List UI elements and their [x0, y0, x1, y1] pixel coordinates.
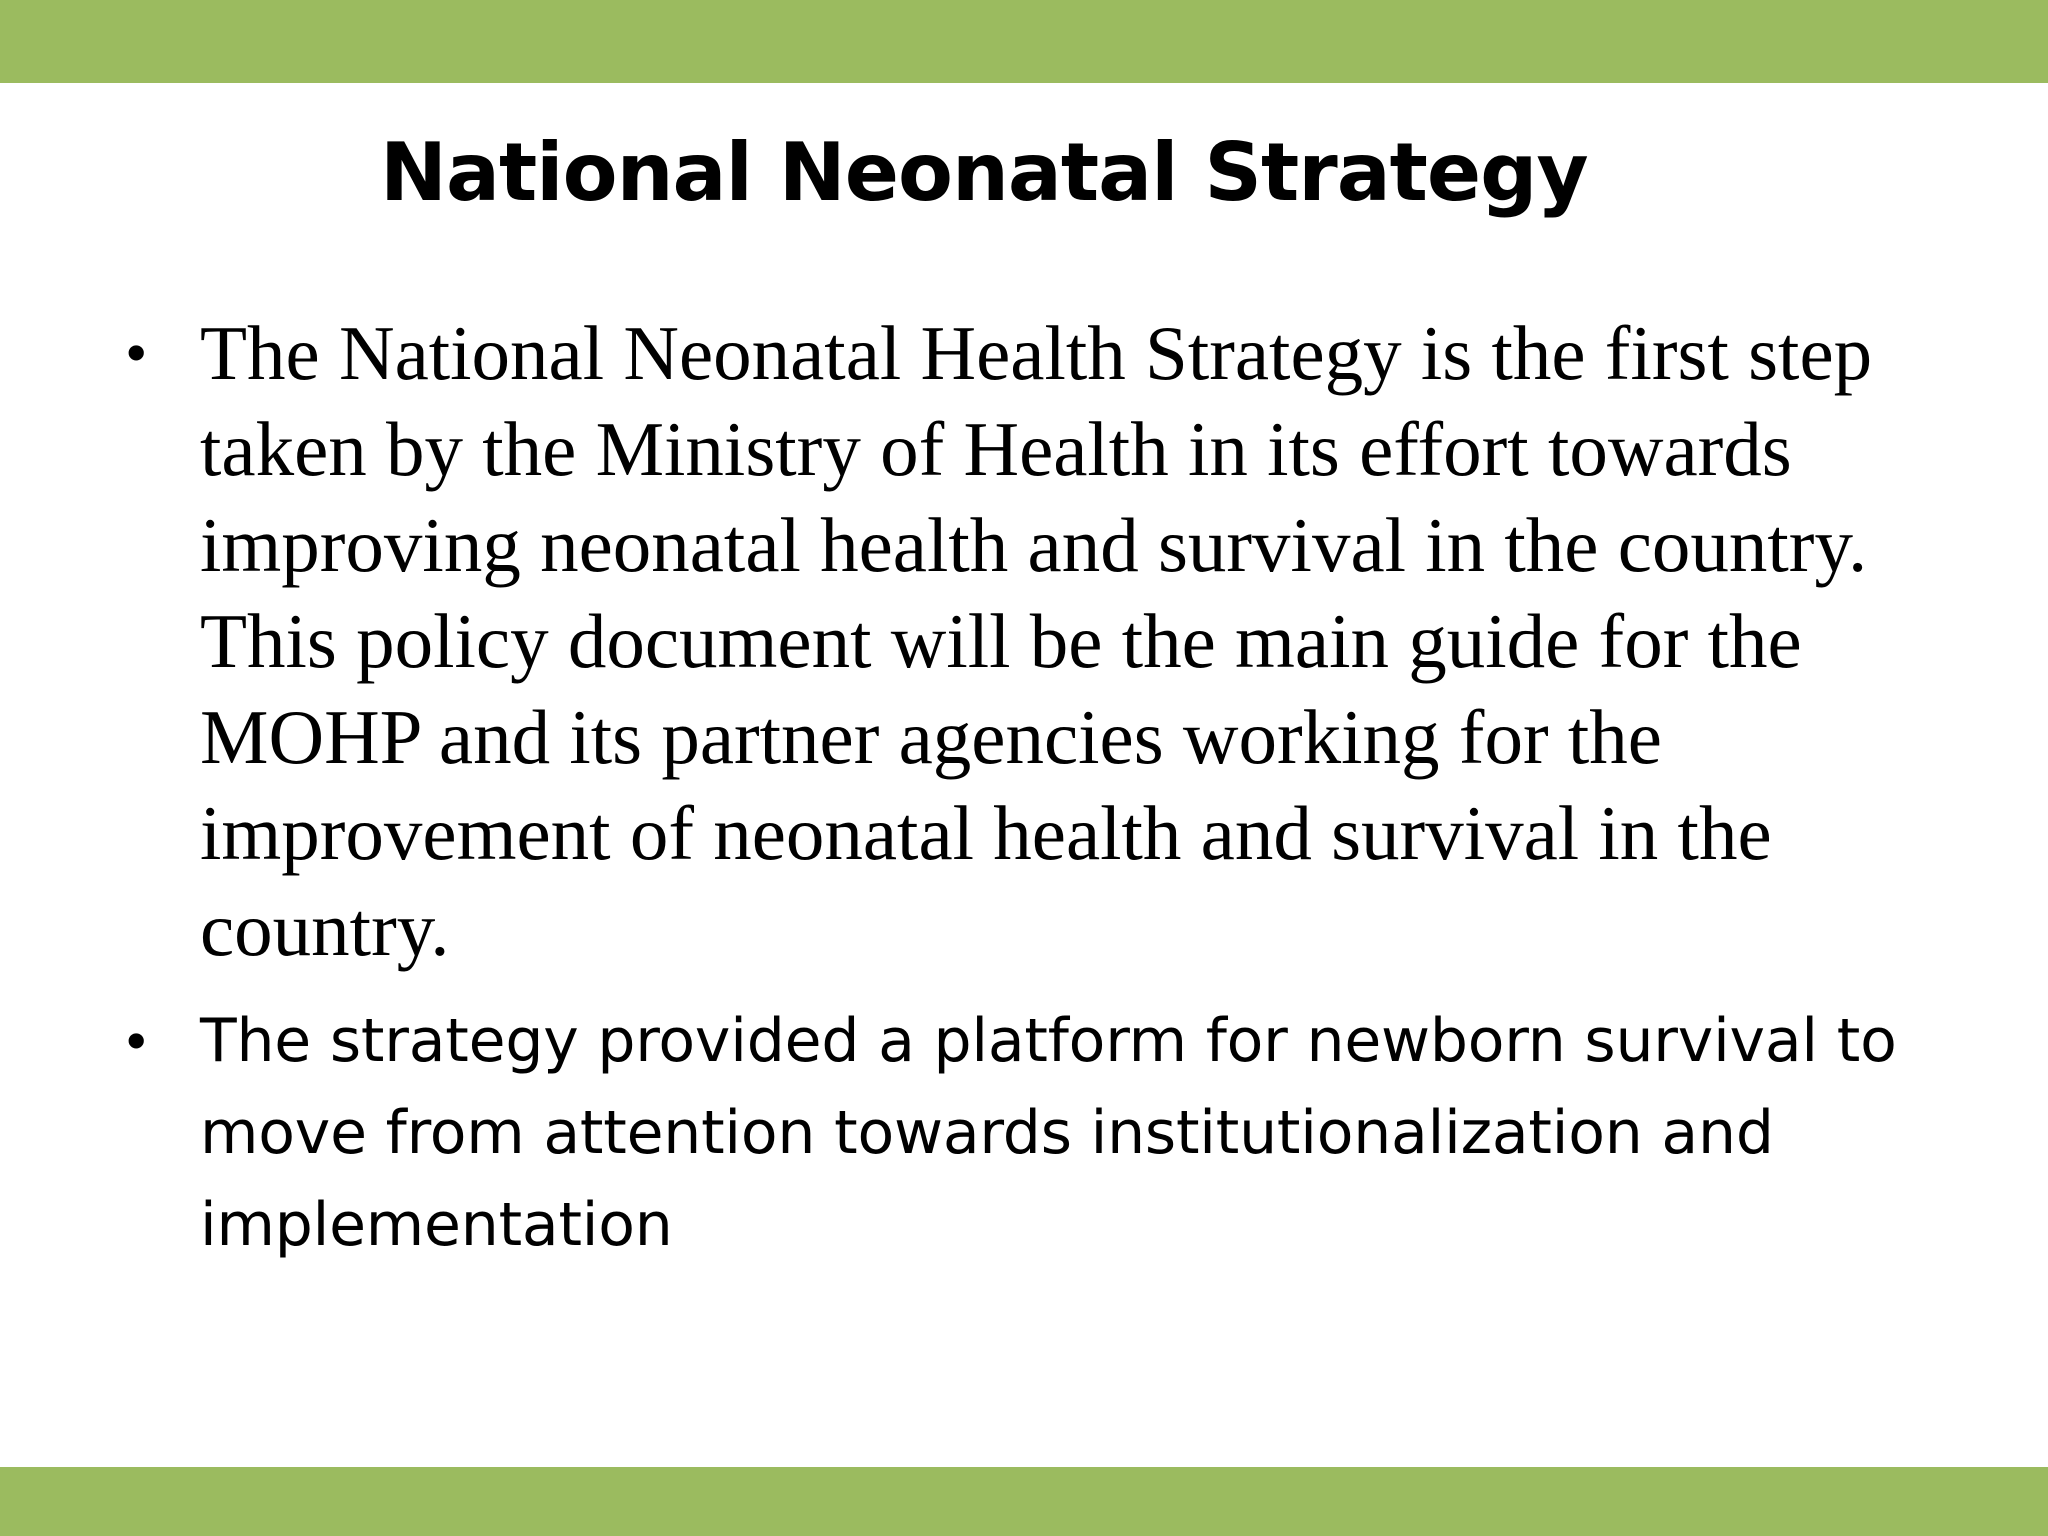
bullet-text: The National Neonatal Health Strategy is the first step taken by the Ministry of Health in its effort towards improving neonatal health and survival in the country. This policy document will be the main guide for the MOHP and its partner agencies working for the improvement of neonatal health and survival in the country. [200, 310, 1873, 972]
slide-title: National Neonatal Strategy [380, 126, 1588, 219]
bullet-text: The strategy provided a platform for newborn survival to move from attention towards institutionalization and implementation [200, 1006, 1897, 1260]
bullet-marker: • [125, 317, 148, 388]
top-accent-band [0, 0, 2048, 83]
bullet-marker: • [125, 1005, 148, 1076]
bullet-item [125, 995, 1960, 1271]
bullet-item [125, 305, 1960, 977]
bottom-accent-band [0, 1467, 2048, 1536]
